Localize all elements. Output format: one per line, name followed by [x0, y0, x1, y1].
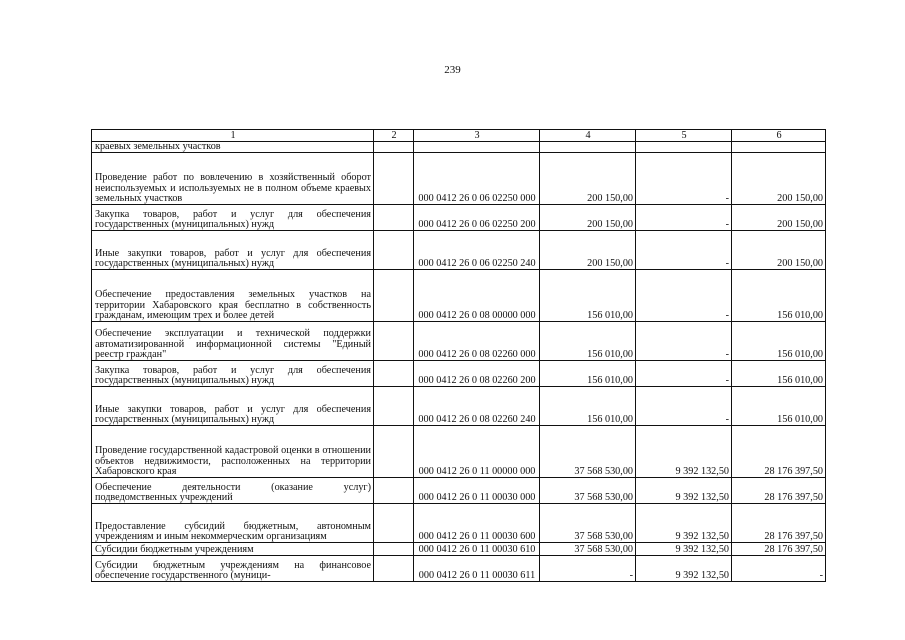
table-row: [92, 142, 826, 153]
row-value-6: 156 010,00: [732, 387, 826, 426]
row-name: Закупка товаров, работ и услуг для обеспечения государственных (муниципальных) нужд: [92, 361, 374, 387]
row-value-4: 200 150,00: [540, 231, 636, 270]
row-code: 000 0412 26 0 08 00000 000: [414, 270, 540, 322]
row-value-6: 156 010,00: [732, 270, 826, 322]
row-value-5: -: [636, 153, 732, 205]
row-value-6: 28 176 397,50: [732, 478, 826, 504]
row-value-4: 37 568 530,00: [540, 504, 636, 543]
header-col-3: 3: [414, 130, 540, 142]
row-name: Обеспечение эксплуатации и технической поддержки автоматизированной информационной системы "Единый реестр граждан": [92, 322, 374, 361]
row-col2: [374, 478, 414, 504]
row-value-5: [636, 142, 732, 153]
row-col2: [374, 387, 414, 426]
row-name: Проведение работ по вовлечению в хозяйственный оборот неиспользуемых и используемых не в полном объеме краевых земельных участков: [92, 153, 374, 205]
row-value-5: -: [636, 231, 732, 270]
header-col-5: 5: [636, 130, 732, 142]
row-code: 000 0412 26 0 08 02260 200: [414, 361, 540, 387]
row-value-4: 37 568 530,00: [540, 478, 636, 504]
row-value-4: 37 568 530,00: [540, 426, 636, 478]
row-value-5: 9 392 132,50: [636, 556, 732, 582]
row-value-4: 156 010,00: [540, 387, 636, 426]
row-value-5: -: [636, 387, 732, 426]
table-row: [92, 387, 826, 426]
table-row: [92, 504, 826, 543]
row-name: Проведение государственной кадастровой оценки в отношении объектов недвижимости, расположенных на территории Хабаровского края: [92, 426, 374, 478]
row-value-5: 9 392 132,50: [636, 504, 732, 543]
row-value-4: 200 150,00: [540, 153, 636, 205]
row-value-5: 9 392 132,50: [636, 478, 732, 504]
row-value-6: 28 176 397,50: [732, 543, 826, 556]
row-value-5: -: [636, 361, 732, 387]
row-value-4: -: [540, 556, 636, 582]
row-col2: [374, 142, 414, 153]
row-value-6: -: [732, 556, 826, 582]
header-col-4: 4: [540, 130, 636, 142]
row-code: 000 0412 26 0 08 02260 240: [414, 387, 540, 426]
header-col-6: 6: [732, 130, 826, 142]
row-value-6: 200 150,00: [732, 153, 826, 205]
row-value-5: -: [636, 322, 732, 361]
row-col2: [374, 426, 414, 478]
table-row: [92, 543, 826, 556]
row-code: 000 0412 26 0 11 00030 000: [414, 478, 540, 504]
table-row: [92, 205, 826, 231]
row-value-4: 200 150,00: [540, 205, 636, 231]
row-value-6: 200 150,00: [732, 231, 826, 270]
page-number: 239: [444, 64, 461, 76]
row-col2: [374, 504, 414, 543]
row-col2: [374, 556, 414, 582]
row-col2: [374, 153, 414, 205]
budget-table: [91, 129, 826, 582]
row-value-4: 37 568 530,00: [540, 543, 636, 556]
header-row: [92, 130, 826, 142]
table-body: [92, 142, 826, 582]
table-header: [92, 130, 826, 142]
row-col2: [374, 231, 414, 270]
row-value-4: [540, 142, 636, 153]
row-name: краевых земельных участков: [92, 142, 374, 153]
row-value-5: -: [636, 205, 732, 231]
row-code: 000 0412 26 0 11 00030 611: [414, 556, 540, 582]
row-value-5: 9 392 132,50: [636, 543, 732, 556]
row-value-6: [732, 142, 826, 153]
row-value-6: 28 176 397,50: [732, 504, 826, 543]
row-name: Обеспечение предоставления земельных участков на территории Хабаровского края бесплатно в собственность гражданам, имеющим трех и более детей: [92, 270, 374, 322]
header-col-1: 1: [92, 130, 374, 142]
row-value-6: 28 176 397,50: [732, 426, 826, 478]
row-name: Обеспечение деятельности (оказание услуг) подведомственных учреждений: [92, 478, 374, 504]
row-name: Предоставление субсидий бюджетным, автономным учреждениям и иным некоммерческим организациям: [92, 504, 374, 543]
row-code: 000 0412 26 0 11 00030 600: [414, 504, 540, 543]
row-code: 000 0412 26 0 11 00030 610: [414, 543, 540, 556]
header-col-2: 2: [374, 130, 414, 142]
row-name: Иные закупки товаров, работ и услуг для обеспечения государственных (муниципальных) нужд: [92, 231, 374, 270]
row-col2: [374, 205, 414, 231]
row-col2: [374, 543, 414, 556]
table-row: [92, 270, 826, 322]
row-value-4: 156 010,00: [540, 270, 636, 322]
row-col2: [374, 322, 414, 361]
row-code: 000 0412 26 0 06 02250 200: [414, 205, 540, 231]
table-row: [92, 478, 826, 504]
table-row: [92, 322, 826, 361]
row-code: [414, 142, 540, 153]
row-code: 000 0412 26 0 06 02250 240: [414, 231, 540, 270]
row-value-6: 156 010,00: [732, 361, 826, 387]
row-value-5: -: [636, 270, 732, 322]
row-col2: [374, 361, 414, 387]
row-value-6: 156 010,00: [732, 322, 826, 361]
table-row: [92, 426, 826, 478]
row-value-6: 200 150,00: [732, 205, 826, 231]
row-col2: [374, 270, 414, 322]
row-value-4: 156 010,00: [540, 322, 636, 361]
row-code: 000 0412 26 0 08 02260 000: [414, 322, 540, 361]
row-code: 000 0412 26 0 11 00000 000: [414, 426, 540, 478]
row-name: Субсидии бюджетным учреждениям на финансовое обеспечение государственного (муници-: [92, 556, 374, 582]
row-value-5: 9 392 132,50: [636, 426, 732, 478]
row-name: Закупка товаров, работ и услуг для обеспечения государственных (муниципальных) нужд: [92, 205, 374, 231]
table-row: [92, 231, 826, 270]
row-name: Субсидии бюджетным учреждениям: [92, 543, 374, 556]
table-row: [92, 153, 826, 205]
row-value-4: 156 010,00: [540, 361, 636, 387]
table-row: [92, 556, 826, 582]
table-row: [92, 361, 826, 387]
row-name: Иные закупки товаров, работ и услуг для обеспечения государственных (муниципальных) нужд: [92, 387, 374, 426]
row-code: 000 0412 26 0 06 02250 000: [414, 153, 540, 205]
